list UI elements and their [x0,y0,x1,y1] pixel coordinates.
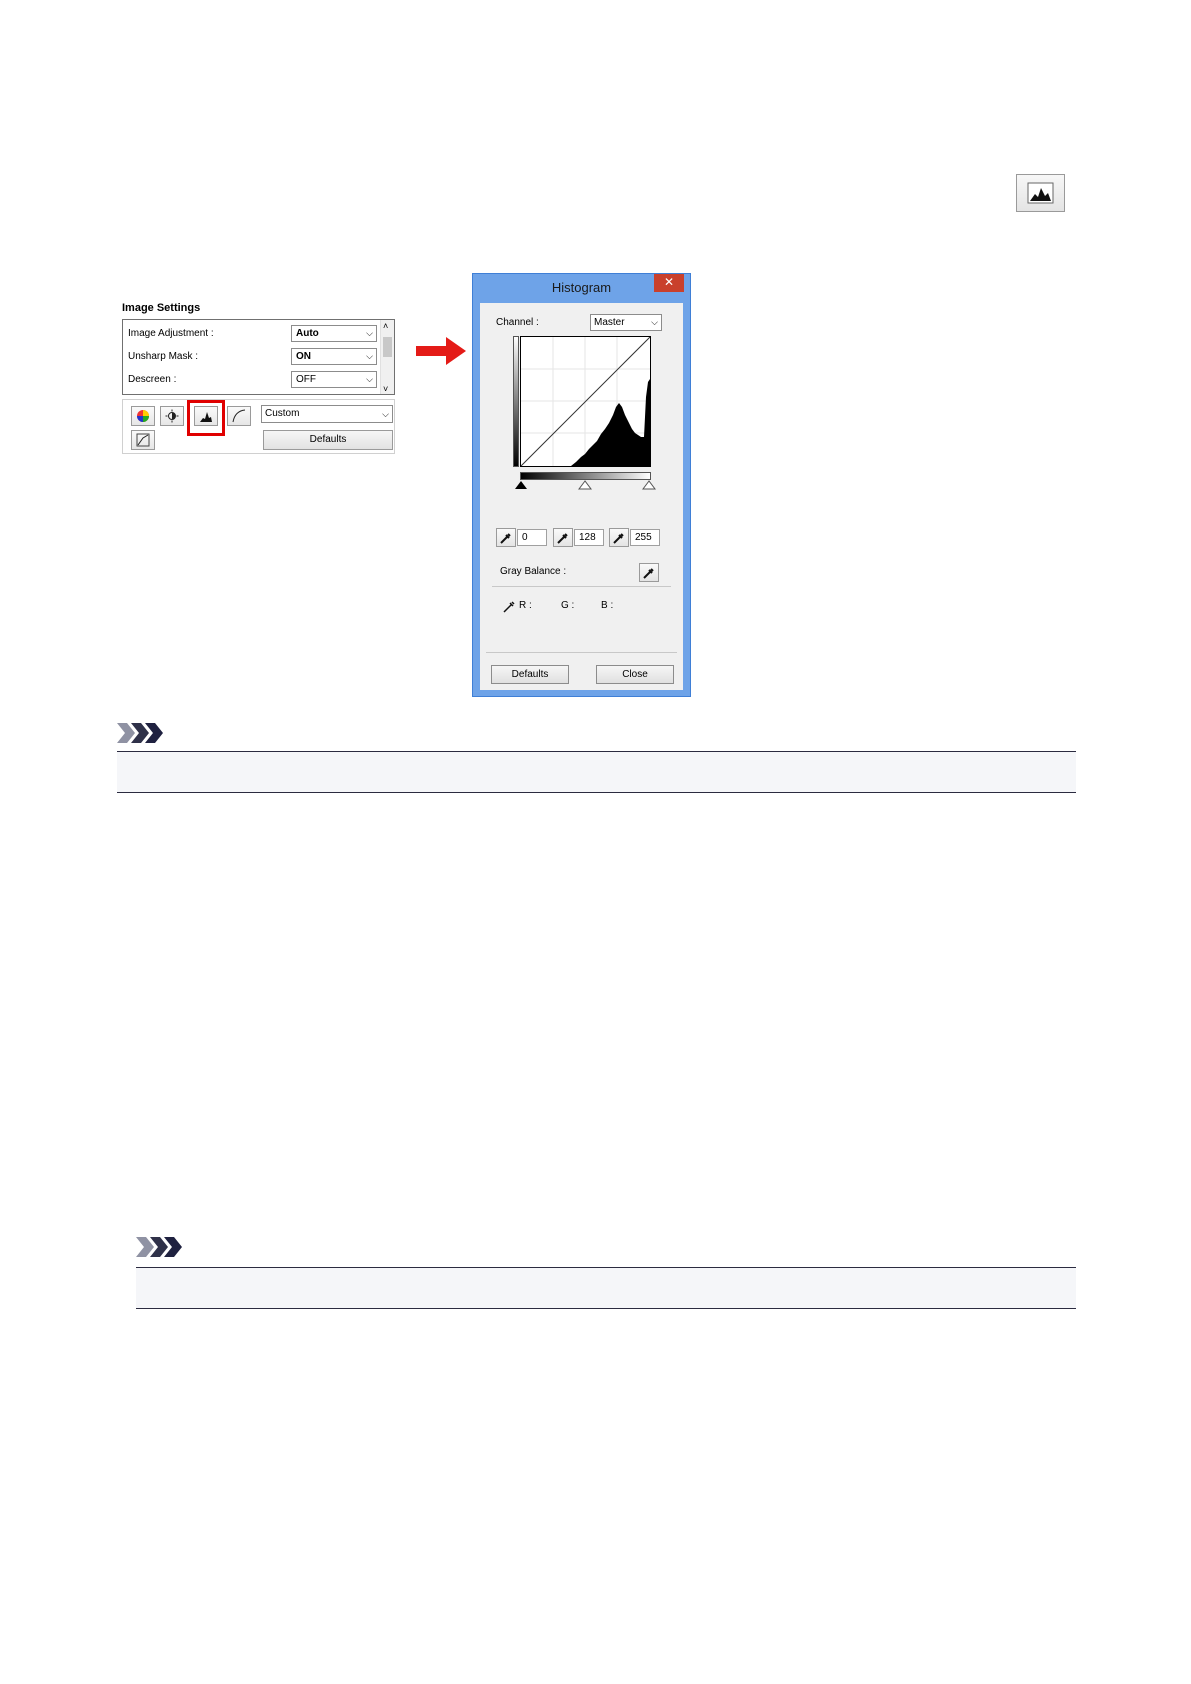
gray-balance-label: Gray Balance : [500,566,567,577]
final-review-icon [136,433,150,447]
white-point-slider [643,481,655,489]
unsharp-mask-value: ON [296,351,311,362]
input-gradient-bar [520,472,651,480]
tone-curve-icon [232,409,246,423]
white-point-value[interactable]: 255 [630,529,660,546]
chevron-down-icon: ⌵ [651,317,658,327]
scroll-up-icon[interactable]: ˄ [383,321,389,331]
color-pattern-button[interactable] [131,406,155,426]
color-pattern-icon [136,409,150,423]
histogram-defaults-button[interactable]: Defaults [491,665,569,684]
scrollbar-thumb[interactable] [383,337,392,357]
image-settings-panel [122,319,395,395]
b-label: B : [601,600,614,611]
chevron-down-icon: ⌵ [366,351,373,361]
eyedropper-icon [557,532,569,544]
eyedropper-icon [500,532,512,544]
black-point-slider [515,481,527,489]
descreen-select[interactable] [291,371,377,388]
level-sliders[interactable] [515,480,661,490]
brightness-contrast-button[interactable] [160,406,184,426]
tone-curve-button[interactable] [227,406,251,426]
chevron-down-icon: ⌵ [366,328,373,338]
divider [492,586,671,587]
scroll-down-icon[interactable]: ˅ [383,384,389,394]
image-adjustment-label: Image Adjustment : [128,328,214,339]
eyedropper-icon [643,567,655,579]
histogram-icon [1017,175,1064,211]
image-settings-defaults-button[interactable]: Defaults [263,430,393,450]
histogram-dialog [472,273,691,697]
histogram-dialog-body [480,303,683,690]
mid-point-value[interactable]: 128 [574,529,604,546]
image-tools-panel [122,399,395,454]
histogram-close-button[interactable]: Close [596,665,674,684]
note-box [136,1267,1076,1309]
brightness-contrast-icon [165,409,179,423]
eyedropper-icon [503,600,516,613]
preset-select[interactable] [261,405,393,423]
channel-label: Channel : [496,317,539,328]
mid-point-slider [579,481,591,489]
unsharp-mask-select[interactable] [291,348,377,365]
histogram-dialog-title: Histogram [551,280,612,295]
histogram-button-highlight [187,400,225,436]
note-box [117,751,1076,793]
final-review-button[interactable] [131,430,155,450]
arrow-right-icon [416,337,466,365]
note-chevron-icon [117,723,167,743]
close-icon[interactable]: ✕ [654,274,684,292]
image-adjustment-select[interactable] [291,325,377,342]
chevron-down-icon: ⌵ [366,374,373,384]
note-chevron-icon [136,1237,186,1257]
channel-value: Master [594,317,625,328]
eyedropper-icon [613,532,625,544]
descreen-label: Descreen : [128,374,177,385]
channel-select[interactable] [590,314,662,331]
image-settings-title: Image Settings [122,302,201,314]
descreen-value: OFF [296,374,316,385]
unsharp-mask-label: Unsharp Mask : [128,351,199,362]
g-label: G : [561,600,575,611]
mid-point-eyedropper-button[interactable] [553,528,573,547]
gray-balance-eyedropper-button[interactable] [639,563,659,582]
chevron-down-icon: ⌵ [382,409,389,419]
r-label: R : [519,600,532,611]
output-gradient-bar [513,336,519,467]
divider [486,652,677,653]
image-adjustment-value: Auto [296,328,319,339]
preset-value: Custom [265,408,300,419]
black-point-eyedropper-button[interactable] [496,528,516,547]
histogram-plot [521,337,650,466]
histogram-toolbar-button[interactable] [1016,174,1065,212]
white-point-eyedropper-button[interactable] [609,528,629,547]
histogram-graph [520,336,651,467]
settings-scrollbar[interactable] [380,320,394,394]
black-point-value[interactable]: 0 [517,529,547,546]
